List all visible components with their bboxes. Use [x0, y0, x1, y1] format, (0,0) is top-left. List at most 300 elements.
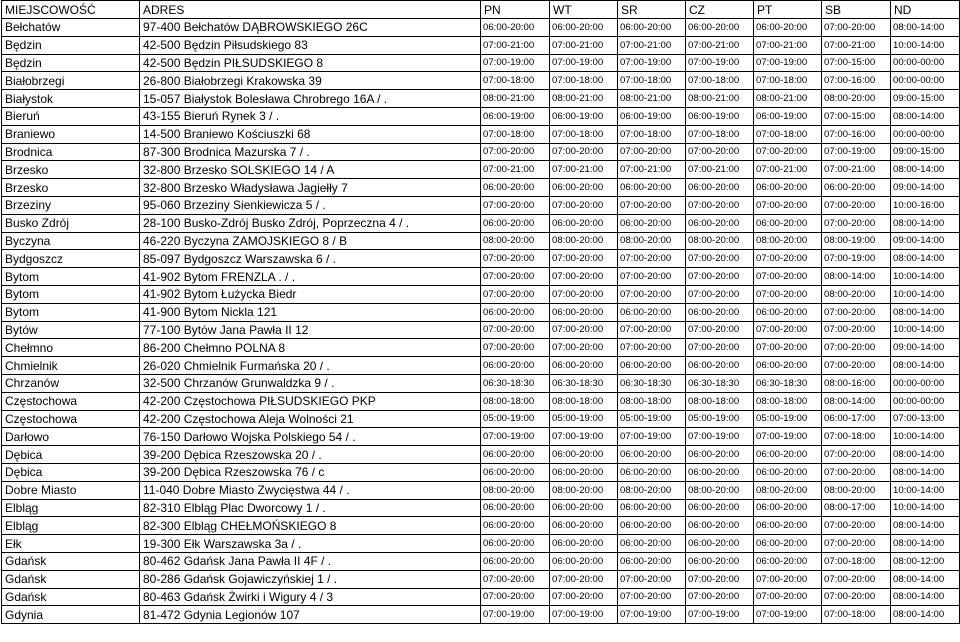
hours-cell: 07:00-19:00	[754, 428, 822, 446]
hours-cell: 06:00-20:00	[618, 19, 686, 37]
address-cell: 41-902 Bytom FRENZLA . / .	[140, 268, 481, 286]
city-cell: Gdańsk	[2, 570, 140, 588]
hours-cell: 06:00-20:00	[550, 19, 618, 37]
hours-cell: 07:00-19:00	[550, 428, 618, 446]
address-cell: 42-500 Będzin Piłsudskiego 83	[140, 36, 481, 54]
city-cell: Bydgoszcz	[2, 250, 140, 268]
address-cell: 39-200 Dębica Rzeszowska 76 / c	[140, 463, 481, 481]
address-cell: 85-097 Bydgoszcz Warszawska 6 / .	[140, 250, 481, 268]
hours-cell: 07:00-20:00	[618, 339, 686, 357]
hours-cell: 07:00-19:00	[481, 606, 550, 624]
address-cell: 76-150 Darłowo Wojska Polskiego 54 / .	[140, 428, 481, 446]
table-row	[2, 357, 960, 375]
hours-cell: 06:00-20:00	[618, 499, 686, 517]
address-cell: 42-200 Częstochowa PIŁSUDSKIEGO PKP	[140, 392, 481, 410]
table-row	[2, 374, 960, 392]
hours-cell: 07:00-21:00	[822, 161, 891, 179]
address-cell: 41-902 Bytom Łużycka Biedr	[140, 285, 481, 303]
hours-cell: 06:00-20:00	[618, 357, 686, 375]
hours-cell: 07:00-19:00	[618, 428, 686, 446]
hours-cell: 07:00-21:00	[754, 161, 822, 179]
hours-cell: 07:00-19:00	[618, 54, 686, 72]
hours-cell: 06:00-20:00	[481, 19, 550, 37]
hours-cell: 08:00-14:00	[891, 161, 960, 179]
hours-cell: 07:00-20:00	[754, 339, 822, 357]
city-cell: Dębica	[2, 463, 140, 481]
city-cell: Bytom	[2, 285, 140, 303]
hours-cell: 08:00-18:00	[686, 392, 754, 410]
city-cell: Byczyna	[2, 232, 140, 250]
hours-cell: 06:00-20:00	[686, 499, 754, 517]
hours-cell: 08:00-20:00	[481, 232, 550, 250]
hours-cell: 07:00-20:00	[618, 570, 686, 588]
hours-cell: 07:00-20:00	[481, 285, 550, 303]
hours-cell: 08:00-14:00	[891, 214, 960, 232]
hours-cell: 08:00-14:00	[891, 107, 960, 125]
hours-cell: 07:00-20:00	[618, 285, 686, 303]
hours-cell: 07:00-20:00	[754, 588, 822, 606]
column-header: CZ	[686, 1, 754, 19]
table-row	[2, 588, 960, 606]
address-cell: 32-800 Brzesko SOLSKIEGO 14 / A	[140, 161, 481, 179]
hours-cell: 08:00-17:00	[822, 499, 891, 517]
hours-cell: 06:00-20:00	[481, 303, 550, 321]
hours-cell: 07:00-20:00	[822, 535, 891, 553]
hours-cell: 07:00-20:00	[481, 143, 550, 161]
hours-cell: 08:00-19:00	[822, 232, 891, 250]
hours-cell: 07:00-18:00	[481, 72, 550, 90]
hours-cell: 08:00-20:00	[618, 481, 686, 499]
hours-cell: 07:00-20:00	[618, 588, 686, 606]
hours-cell: 07:00-20:00	[822, 321, 891, 339]
hours-cell: 10:00-14:00	[891, 36, 960, 54]
hours-cell: 06:00-20:00	[481, 357, 550, 375]
hours-cell: 06:00-20:00	[754, 517, 822, 535]
city-cell: Ełk	[2, 535, 140, 553]
hours-cell: 07:00-18:00	[686, 72, 754, 90]
hours-cell: 06:00-20:00	[481, 463, 550, 481]
table-row	[2, 606, 960, 624]
city-cell: Chmielnik	[2, 357, 140, 375]
city-cell: Brzesko	[2, 161, 140, 179]
hours-cell: 08:00-20:00	[686, 481, 754, 499]
hours-cell: 07:00-20:00	[754, 250, 822, 268]
hours-cell: 07:00-20:00	[822, 463, 891, 481]
hours-cell: 00:00-00:00	[891, 374, 960, 392]
hours-cell: 07:00-20:00	[550, 321, 618, 339]
hours-cell: 07:00-18:00	[754, 125, 822, 143]
hours-cell: 06:00-17:00	[822, 410, 891, 428]
address-cell: 82-310 Elbląg Plac Dworcowy 1 / .	[140, 499, 481, 517]
table-row	[2, 232, 960, 250]
hours-cell: 05:00-19:00	[618, 410, 686, 428]
hours-cell: 06:00-20:00	[754, 463, 822, 481]
hours-cell: 05:00-19:00	[550, 410, 618, 428]
hours-cell: 07:00-18:00	[481, 125, 550, 143]
table-row	[2, 321, 960, 339]
hours-cell: 06:00-20:00	[754, 552, 822, 570]
hours-cell: 06:00-20:00	[754, 499, 822, 517]
hours-cell: 07:00-20:00	[618, 143, 686, 161]
hours-cell: 07:00-20:00	[550, 196, 618, 214]
address-cell: 82-300 Elbląg CHEŁMOŃSKIEGO 8	[140, 517, 481, 535]
hours-cell: 07:00-19:00	[550, 54, 618, 72]
locations-table	[1, 0, 960, 624]
hours-cell: 06:00-20:00	[686, 446, 754, 464]
hours-cell: 06:00-20:00	[481, 179, 550, 197]
city-cell: Busko Zdrój	[2, 214, 140, 232]
hours-cell: 00:00-00:00	[891, 392, 960, 410]
hours-cell: 05:00-19:00	[481, 410, 550, 428]
city-cell: Elbląg	[2, 499, 140, 517]
hours-cell: 09:00-15:00	[891, 143, 960, 161]
hours-cell: 07:00-20:00	[550, 285, 618, 303]
hours-cell: 06:00-20:00	[754, 303, 822, 321]
hours-cell: 07:00-20:00	[754, 268, 822, 286]
hours-cell: 07:00-20:00	[686, 268, 754, 286]
table-row	[2, 481, 960, 499]
hours-cell: 06:00-20:00	[481, 214, 550, 232]
table-row	[2, 90, 960, 108]
hours-cell: 07:00-20:00	[618, 321, 686, 339]
hours-cell: 08:00-20:00	[550, 232, 618, 250]
column-header: ND	[891, 1, 960, 19]
column-header: SB	[822, 1, 891, 19]
hours-cell: 07:00-21:00	[822, 36, 891, 54]
table-row	[2, 268, 960, 286]
hours-cell: 09:00-14:00	[891, 232, 960, 250]
table-row	[2, 36, 960, 54]
hours-cell: 10:00-14:00	[891, 481, 960, 499]
hours-cell: 06:00-20:00	[686, 535, 754, 553]
hours-cell: 07:00-16:00	[822, 72, 891, 90]
hours-cell: 08:00-18:00	[550, 392, 618, 410]
hours-cell: 06:00-20:00	[550, 517, 618, 535]
hours-cell: 07:00-20:00	[754, 196, 822, 214]
hours-cell: 07:00-21:00	[754, 36, 822, 54]
hours-cell: 06:00-20:00	[754, 446, 822, 464]
hours-cell: 06:00-20:00	[550, 303, 618, 321]
hours-cell: 08:00-18:00	[481, 392, 550, 410]
hours-cell: 10:00-14:00	[891, 268, 960, 286]
hours-cell: 08:00-14:00	[891, 535, 960, 553]
hours-cell: 10:00-14:00	[891, 285, 960, 303]
hours-cell: 07:00-20:00	[550, 143, 618, 161]
hours-cell: 05:00-19:00	[686, 410, 754, 428]
table-row	[2, 250, 960, 268]
hours-cell: 07:00-20:00	[686, 570, 754, 588]
hours-cell: 08:00-14:00	[891, 606, 960, 624]
hours-cell: 06:00-20:00	[618, 214, 686, 232]
address-cell: 28-100 Busko-Zdrój Busko Zdrój, Poprzeczna 4 / .	[140, 214, 481, 232]
hours-cell: 10:00-16:00	[891, 196, 960, 214]
hours-cell: 06:30-18:30	[550, 374, 618, 392]
hours-cell: 08:00-14:00	[891, 463, 960, 481]
hours-cell: 07:00-20:00	[618, 196, 686, 214]
hours-cell: 07:00-21:00	[686, 36, 754, 54]
hours-cell: 08:00-14:00	[822, 392, 891, 410]
column-header: SR	[618, 1, 686, 19]
address-cell: 77-100 Bytów Jana Pawła II 12	[140, 321, 481, 339]
table-row	[2, 303, 960, 321]
hours-cell: 07:00-20:00	[822, 19, 891, 37]
hours-cell: 08:00-20:00	[686, 232, 754, 250]
address-cell: 26-020 Chmielnik Furmańska 20 / .	[140, 357, 481, 375]
hours-cell: 07:00-20:00	[481, 570, 550, 588]
city-cell: Elbląg	[2, 517, 140, 535]
hours-cell: 07:00-20:00	[822, 339, 891, 357]
hours-cell: 06:00-20:00	[754, 357, 822, 375]
header-row	[2, 1, 960, 19]
city-cell: Brzeziny	[2, 196, 140, 214]
address-cell: 43-155 Bieruń Rynek 3 / .	[140, 107, 481, 125]
city-cell: Częstochowa	[2, 410, 140, 428]
city-cell: Bieruń	[2, 107, 140, 125]
address-cell: 81-472 Gdynia Legionów 107	[140, 606, 481, 624]
hours-cell: 07:00-20:00	[822, 196, 891, 214]
hours-cell: 08:00-18:00	[754, 392, 822, 410]
hours-cell: 06:00-20:00	[754, 535, 822, 553]
table-row	[2, 339, 960, 357]
column-header: ADRES	[140, 1, 481, 19]
hours-cell: 07:00-19:00	[754, 606, 822, 624]
hours-cell: 07:00-18:00	[550, 125, 618, 143]
hours-cell: 07:00-20:00	[550, 570, 618, 588]
hours-cell: 06:00-20:00	[550, 446, 618, 464]
table-row	[2, 54, 960, 72]
hours-cell: 06:00-19:00	[754, 107, 822, 125]
hours-cell: 07:00-20:00	[481, 321, 550, 339]
hours-cell: 07:00-15:00	[822, 54, 891, 72]
hours-cell: 08:00-21:00	[754, 90, 822, 108]
hours-cell: 07:00-18:00	[822, 552, 891, 570]
hours-cell: 07:00-16:00	[822, 125, 891, 143]
hours-cell: 08:00-20:00	[550, 481, 618, 499]
address-cell: 41-900 Bytom Nickla 121	[140, 303, 481, 321]
address-cell: 39-200 Dębica Rzeszowska 20 / .	[140, 446, 481, 464]
address-cell: 97-400 Bełchatów DĄBROWSKIEGO 26C	[140, 19, 481, 37]
hours-cell: 10:00-14:00	[891, 321, 960, 339]
table-row	[2, 19, 960, 37]
city-cell: Dębica	[2, 446, 140, 464]
city-cell: Białystok	[2, 90, 140, 108]
hours-cell: 08:00-20:00	[618, 232, 686, 250]
table-row	[2, 428, 960, 446]
hours-cell: 06:00-20:00	[550, 214, 618, 232]
table-row	[2, 285, 960, 303]
address-cell: 26-800 Białobrzegi Krakowska 39	[140, 72, 481, 90]
table-row	[2, 179, 960, 197]
hours-cell: 07:00-19:00	[481, 428, 550, 446]
hours-cell: 08:00-14:00	[822, 268, 891, 286]
hours-cell: 07:00-20:00	[686, 285, 754, 303]
table-row	[2, 72, 960, 90]
hours-cell: 06:00-20:00	[618, 517, 686, 535]
hours-cell: 06:00-20:00	[686, 463, 754, 481]
hours-cell: 06:30-18:30	[618, 374, 686, 392]
address-cell: 32-500 Chrzanów Grunwaldzka 9 / .	[140, 374, 481, 392]
hours-cell: 08:00-20:00	[481, 481, 550, 499]
hours-cell: 07:00-20:00	[481, 250, 550, 268]
hours-cell: 07:00-19:00	[822, 143, 891, 161]
table-row	[2, 196, 960, 214]
hours-cell: 07:00-19:00	[822, 250, 891, 268]
hours-cell: 00:00-00:00	[891, 54, 960, 72]
table-row	[2, 535, 960, 553]
hours-cell: 05:00-19:00	[754, 410, 822, 428]
hours-cell: 06:00-20:00	[618, 552, 686, 570]
table-row	[2, 214, 960, 232]
address-cell: 46-220 Byczyna ZAMOJSKIEGO 8 / B	[140, 232, 481, 250]
hours-cell: 07:00-19:00	[686, 606, 754, 624]
address-cell: 42-500 Będzin PIŁSUDSKIEGO 8	[140, 54, 481, 72]
table-row	[2, 143, 960, 161]
hours-cell: 08:00-14:00	[891, 303, 960, 321]
address-cell: 42-200 Częstochowa Aleja Wolności 21	[140, 410, 481, 428]
hours-cell: 07:00-20:00	[686, 196, 754, 214]
hours-cell: 06:00-20:00	[550, 499, 618, 517]
city-cell: Częstochowa	[2, 392, 140, 410]
city-cell: Gdańsk	[2, 552, 140, 570]
hours-cell: 07:00-21:00	[481, 36, 550, 54]
hours-cell: 07:00-20:00	[686, 250, 754, 268]
table-row	[2, 570, 960, 588]
hours-cell: 07:00-15:00	[822, 107, 891, 125]
address-cell: 87-300 Brodnica Mazurska 7 / .	[140, 143, 481, 161]
hours-cell: 06:00-20:00	[754, 179, 822, 197]
hours-cell: 00:00-00:00	[891, 125, 960, 143]
hours-cell: 07:00-20:00	[618, 268, 686, 286]
hours-cell: 06:00-20:00	[754, 19, 822, 37]
hours-cell: 07:00-13:00	[891, 410, 960, 428]
table-row	[2, 161, 960, 179]
hours-cell: 00:00-00:00	[891, 72, 960, 90]
hours-cell: 06:00-19:00	[481, 107, 550, 125]
hours-cell: 07:00-20:00	[754, 143, 822, 161]
hours-cell: 07:00-20:00	[550, 268, 618, 286]
city-cell: Gdańsk	[2, 588, 140, 606]
hours-cell: 07:00-21:00	[618, 36, 686, 54]
hours-cell: 07:00-19:00	[481, 54, 550, 72]
hours-cell: 08:00-18:00	[618, 392, 686, 410]
address-cell: 80-286 Gdańsk Gojawiczyńskiej 1 / .	[140, 570, 481, 588]
column-header: MIEJSCOWOŚĆ	[2, 1, 140, 19]
hours-cell: 09:00-14:00	[891, 339, 960, 357]
column-header: WT	[550, 1, 618, 19]
hours-cell: 06:00-20:00	[686, 303, 754, 321]
hours-cell: 07:00-20:00	[822, 517, 891, 535]
hours-cell: 06:00-19:00	[686, 107, 754, 125]
hours-cell: 07:00-20:00	[822, 446, 891, 464]
hours-cell: 07:00-20:00	[822, 588, 891, 606]
hours-cell: 07:00-20:00	[822, 214, 891, 232]
city-cell: Darłowo	[2, 428, 140, 446]
hours-cell: 06:00-20:00	[686, 214, 754, 232]
hours-cell: 07:00-20:00	[686, 143, 754, 161]
hours-cell: 07:00-18:00	[618, 72, 686, 90]
hours-cell: 07:00-19:00	[686, 428, 754, 446]
table-row	[2, 107, 960, 125]
hours-cell: 07:00-20:00	[481, 339, 550, 357]
table-row	[2, 446, 960, 464]
hours-cell: 06:00-20:00	[550, 357, 618, 375]
address-cell: 32-800 Brzesko Władysława Jagiełły 7	[140, 179, 481, 197]
hours-cell: 06:00-20:00	[481, 517, 550, 535]
table-row	[2, 392, 960, 410]
hours-cell: 06:00-20:00	[686, 357, 754, 375]
hours-cell: 06:30-18:30	[754, 374, 822, 392]
hours-cell: 07:00-20:00	[481, 196, 550, 214]
hours-cell: 07:00-21:00	[550, 161, 618, 179]
address-cell: 80-462 Gdańsk Jana Pawła II 4F / .	[140, 552, 481, 570]
hours-cell: 07:00-20:00	[822, 303, 891, 321]
hours-cell: 06:00-20:00	[481, 499, 550, 517]
hours-cell: 08:00-20:00	[822, 90, 891, 108]
hours-cell: 07:00-20:00	[618, 250, 686, 268]
column-header: PN	[481, 1, 550, 19]
hours-cell: 08:00-12:00	[891, 552, 960, 570]
hours-cell: 07:00-21:00	[618, 161, 686, 179]
hours-cell: 06:00-20:00	[481, 552, 550, 570]
hours-cell: 07:00-20:00	[754, 285, 822, 303]
address-cell: 95-060 Brzeziny Sienkiewicza 5 / .	[140, 196, 481, 214]
hours-cell: 06:00-20:00	[618, 303, 686, 321]
hours-cell: 06:00-20:00	[618, 446, 686, 464]
city-cell: Chełmno	[2, 339, 140, 357]
table-row	[2, 517, 960, 535]
hours-cell: 07:00-20:00	[686, 321, 754, 339]
hours-cell: 08:00-21:00	[618, 90, 686, 108]
city-cell: Bełchatów	[2, 19, 140, 37]
hours-cell: 06:00-20:00	[550, 535, 618, 553]
hours-cell: 07:00-20:00	[481, 588, 550, 606]
city-cell: Brzesko	[2, 179, 140, 197]
hours-cell: 06:00-20:00	[686, 552, 754, 570]
address-cell: 11-040 Dobre Miasto Zwycięstwa 44 / .	[140, 481, 481, 499]
hours-cell: 07:00-20:00	[550, 588, 618, 606]
city-cell: Gdynia	[2, 606, 140, 624]
hours-cell: 07:00-18:00	[618, 125, 686, 143]
hours-cell: 07:00-20:00	[822, 570, 891, 588]
hours-cell: 10:00-14:00	[891, 499, 960, 517]
table-row	[2, 552, 960, 570]
column-header: PT	[754, 1, 822, 19]
hours-cell: 06:00-20:00	[481, 535, 550, 553]
table-row	[2, 410, 960, 428]
hours-cell: 06:00-20:00	[550, 463, 618, 481]
hours-cell: 08:00-14:00	[891, 250, 960, 268]
city-cell: Bytom	[2, 268, 140, 286]
city-cell: Będzin	[2, 36, 140, 54]
address-cell: 14-500 Braniewo Kościuszki 68	[140, 125, 481, 143]
hours-cell: 07:00-21:00	[481, 161, 550, 179]
hours-cell: 06:00-20:00	[686, 179, 754, 197]
table-row	[2, 125, 960, 143]
hours-cell: 08:00-14:00	[891, 446, 960, 464]
hours-cell: 08:00-21:00	[481, 90, 550, 108]
hours-cell: 07:00-21:00	[550, 36, 618, 54]
hours-cell: 08:00-14:00	[891, 19, 960, 37]
hours-cell: 07:00-20:00	[686, 339, 754, 357]
table-row	[2, 499, 960, 517]
hours-cell: 10:00-14:00	[891, 428, 960, 446]
hours-cell: 08:00-14:00	[891, 570, 960, 588]
hours-cell: 07:00-20:00	[481, 268, 550, 286]
hours-cell: 08:00-21:00	[550, 90, 618, 108]
city-cell: Chrzanów	[2, 374, 140, 392]
hours-cell: 06:00-19:00	[618, 107, 686, 125]
hours-cell: 06:00-19:00	[550, 107, 618, 125]
